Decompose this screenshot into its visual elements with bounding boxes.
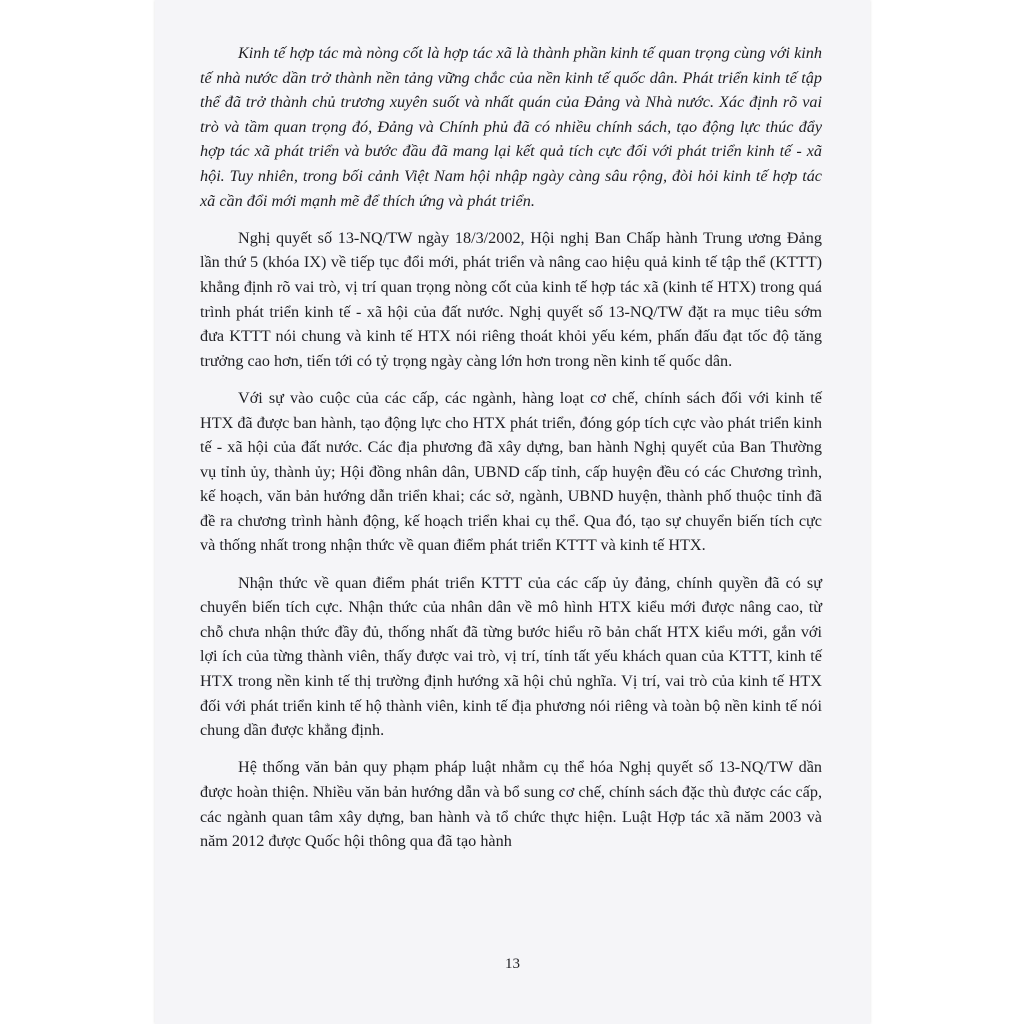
page-number: 13 bbox=[505, 956, 520, 972]
paragraph-legal-system: Hệ thống văn bản quy phạm pháp luật nhằm cụ thể hóa Nghị quyết số 13-NQ/TW dần được hoàn thiện. Nhiều văn bản hướng dẫn và bổ sung cơ chế, chính sách đặc thù được các cấp, các ngành quan tâm xây dựng, ban hành và tổ chức thực hiện. Luật Hợp tác xã năm 2003 và năm 2012 được Quốc hội thông qua đã tạo hành bbox=[200, 758, 822, 851]
paragraph-policies: Với sự vào cuộc của các cấp, các ngành, hàng loạt cơ chế, chính sách đối với kinh tế HTX đã được ban hành, tạo động lực cho HTX phát triển, đóng góp tích cực vào phát triển kinh tế - xã hội của đất nước. Các địa phương đã xây dựng, ban hành Nghị quyết của Ban Thường vụ tỉnh ủy, thành ủy; Hội đồng nhân dân, UBND cấp tỉnh, cấp huyện đều có các Chương trình, kế hoạch, văn bản hướng dẫn triển khai; các sở, ngành, UBND huyện, thành phố thuộc tỉnh đã đề ra chương trình hành động, kế hoạch triển khai cụ thể. Qua đó, tạo sự chuyển biến tích cực và thống nhất trong nhận thức về quan điểm phát triển KTTT và kinh tế HTX. bbox=[200, 388, 822, 555]
document-page bbox=[155, 0, 870, 1024]
paragraph-resolution-13: Nghị quyết số 13-NQ/TW ngày 18/3/2002, Hội nghị Ban Chấp hành Trung ương Đảng lần thứ 5 (khóa IX) về tiếp tục đổi mới, phát triển và nâng cao hiệu quả kinh tế tập thể (KTTT) khẳng định rõ vai trò, vị trí quan trọng nòng cốt của kinh tế hợp tác xã (kinh tế HTX) trong quá trình phát triển kinh tế - xã hội của đất nước. Nghị quyết số 13-NQ/TW đặt ra mục tiêu sớm đưa KTTT nói chung và kinh tế HTX nói riêng thoát khỏi yếu kém, phấn đấu đạt tốc độ tăng trưởng cao hơn, tiến tới có tỷ trọng ngày càng lớn hơn trong nền kinh tế quốc dân. bbox=[200, 228, 822, 370]
paragraph-awareness: Nhận thức về quan điểm phát triển KTTT của các cấp ủy đảng, chính quyền đã có sự chuyển biến tích cực. Nhận thức của nhân dân về mô hình HTX kiểu mới được nâng cao, từ chỗ chưa nhận thức đầy đủ, thống nhất đã từng bước hiểu rõ bản chất HTX kiểu mới, gắn với lợi ích của từng thành viên, thấy được vai trò, vị trí, tính tất yếu khách quan của KTTT, kinh tế HTX trong nền kinh tế thị trường định hướng xã hội chủ nghĩa. Vị trí, vai trò của kinh tế HTX đối với phát triển kinh tế hộ thành viên, kinh tế địa phương nói riêng và toàn bộ nền kinh tế nói chung dần được khẳng định. bbox=[200, 573, 822, 740]
intro-paragraph: Kinh tế hợp tác mà nòng cốt là hợp tác xã là thành phần kinh tế quan trọng cùng với kinh tế nhà nước dần trở thành nền tảng vững chắc của nền kinh tế quốc dân. Phát triển kinh tế tập thể đã trở thành chủ trương xuyên suốt và nhất quán của Đảng và Nhà nước. Xác định rõ vai trò và tầm quan trọng đó, Đảng và Chính phủ đã có nhiều chính sách, tạo động lực thúc đẩy hợp tác xã phát triển và bước đầu đã mang lại kết quả tích cực đối với phát triển kinh tế - xã hội. Tuy nhiên, trong bối cảnh Việt Nam hội nhập ngày càng sâu rộng, đòi hỏi kinh tế hợp tác xã cần đổi mới mạnh mẽ để thích ứng và phát triển. bbox=[200, 44, 822, 210]
body-text bbox=[200, 41, 822, 866]
